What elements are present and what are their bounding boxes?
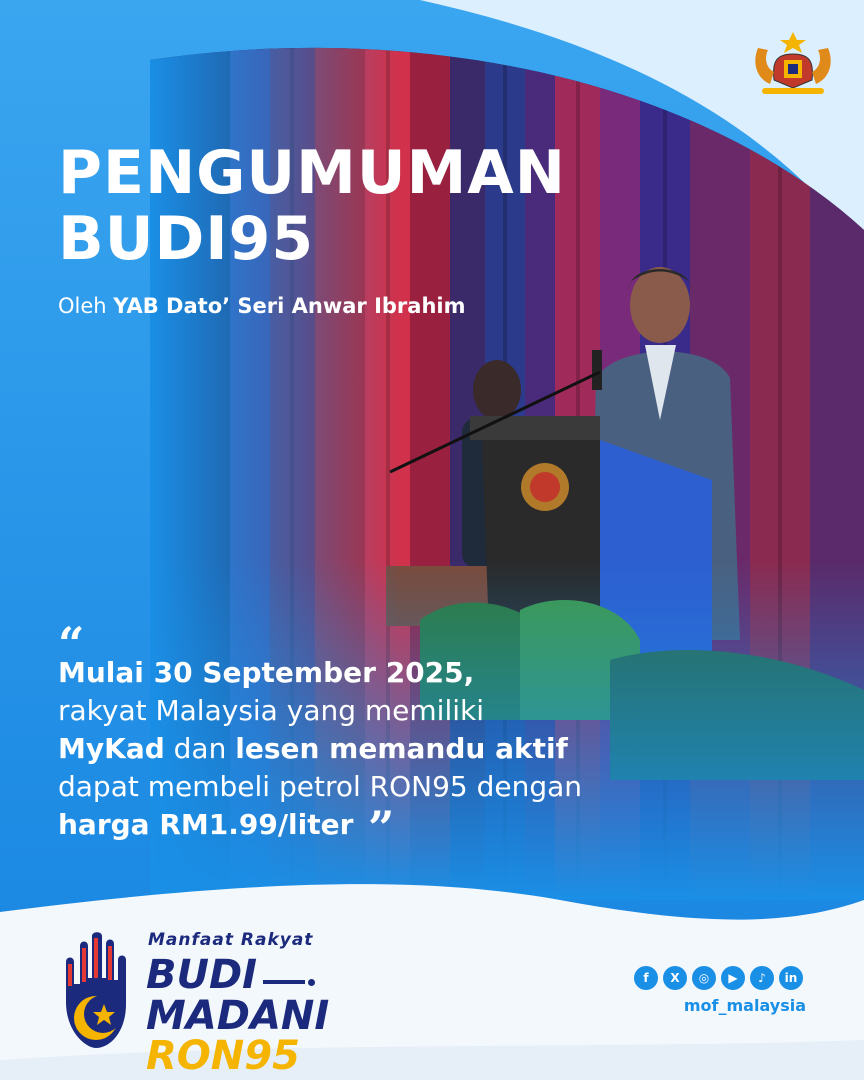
logo-brand-line-2: MADANI: [146, 993, 330, 1039]
byline-prefix: Oleh: [58, 294, 107, 318]
coat-of-arms-icon: [748, 28, 838, 98]
title-line-1: PENGUMUMAN: [58, 138, 566, 208]
linkedin-icon[interactable]: in: [779, 966, 803, 990]
logo-underline: [263, 980, 305, 984]
budi-madani-logo-icon: [56, 932, 132, 1050]
social-icons: [634, 966, 803, 990]
quote-licence: lesen memandu aktif: [235, 732, 568, 765]
youtube-icon[interactable]: ▶: [721, 966, 745, 990]
quote-line-2: rakyat Malaysia yang memiliki: [58, 694, 485, 727]
quote-mykad: MyKad: [58, 732, 165, 765]
title-line-2: BUDI95: [58, 204, 315, 274]
budi-madani-wordmark: [146, 930, 330, 1079]
quote-line-4: dapat membeli petrol RON95 dengan: [58, 770, 583, 803]
quote-line-1: [58, 654, 778, 692]
quote-conjunction: dan: [173, 732, 227, 765]
social-handle[interactable]: mof_malaysia: [683, 996, 806, 1015]
close-quote-mark: ”: [368, 801, 395, 855]
page-title: [58, 140, 566, 272]
x-icon[interactable]: X: [663, 966, 687, 990]
instagram-icon[interactable]: ◎: [692, 966, 716, 990]
tiktok-icon[interactable]: ♪: [750, 966, 774, 990]
logo-brand-budi: BUDI: [146, 952, 258, 998]
quote-line-3: [58, 730, 778, 768]
logo-brand-line-1: [146, 954, 329, 996]
speaker-name: YAB Dato’ Seri Anwar Ibrahim: [113, 294, 466, 318]
open-quote-mark: “: [58, 617, 85, 671]
quote-price: harga RM1.99/liter: [58, 808, 354, 841]
quote-block: [58, 654, 778, 844]
logo-brand-line-3: RON95: [146, 1033, 300, 1079]
facebook-icon[interactable]: f: [634, 966, 658, 990]
quote-date: Mulai 30 September 2025,: [58, 656, 475, 689]
byline: [58, 294, 465, 318]
quote-line-5: [58, 806, 778, 844]
logo-dot: [308, 979, 315, 986]
logo-tagline: Manfaat Rakyat: [148, 930, 314, 950]
